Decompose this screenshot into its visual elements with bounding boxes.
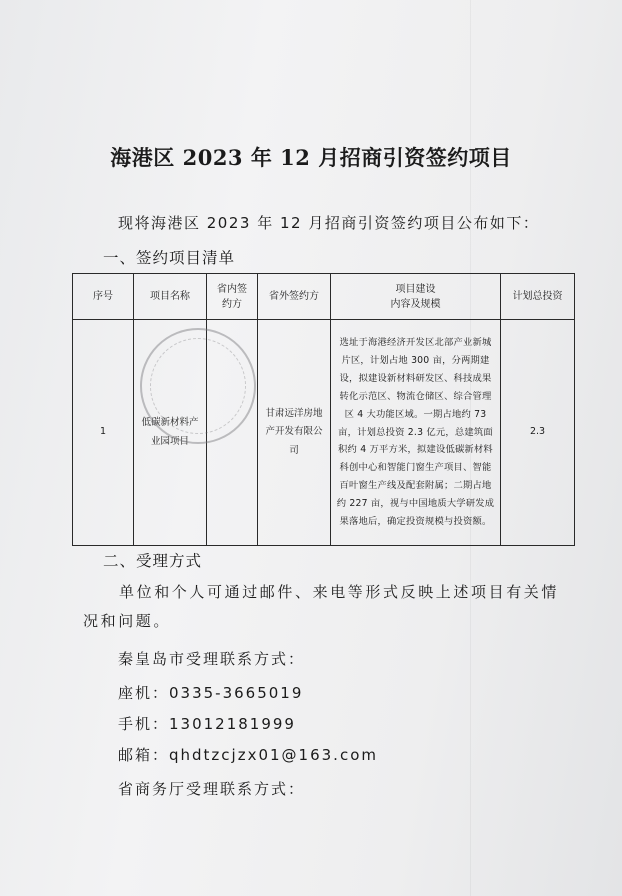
document-title: 海港区 2023 年 12 月招商引资签约项目: [110, 145, 512, 170]
table-row: [73, 320, 575, 546]
cell-investment: 2.3: [501, 320, 575, 546]
cell-desc: 选址于海港经济开发区北部产业新城片区，计划占地 300 亩，分两期建设，拟建设新材料研发区、科技成果转化示范区、物流仓储区、综合管理区 4 大功能区域。一期占地约 73 亩，计划总投资 2.3 亿元，总建筑面积约 4 万平方米，拟建设低碳新材料科创中心和智能门窗生产项目、智能百叶窗生产线及配套附属；二期占地约 227 亩，视与中国地质大学研发成果落地后，确定投资规模与投资额。: [331, 320, 501, 546]
header-out-province: 省外签约方: [258, 274, 331, 320]
header-name: 项目名称: [134, 274, 207, 320]
header-no: 序号: [73, 274, 134, 320]
section1-heading: 一、签约项目清单: [103, 249, 236, 267]
header-in-province: 省内签 约方: [207, 274, 258, 320]
section2-paragraph: 单位和个人可通过邮件、来电等形式反映上述项目有关情况和问题。: [83, 583, 560, 630]
header-desc: 项目建设 内容及规模: [331, 274, 501, 320]
contact-province-label: 省商务厅受理联系方式：: [118, 780, 306, 798]
header-investment: 计划总投资: [501, 274, 575, 320]
contact-city-label: 秦皇岛市受理联系方式：: [118, 650, 306, 668]
cell-name: 低碳新材料产业园项目: [134, 320, 207, 546]
landline-text: 座机：0335-3665019: [118, 684, 304, 702]
cell-in-province: [207, 320, 258, 546]
section2-heading: 二、受理方式: [103, 552, 203, 570]
cell-out-province: 甘肃远洋房地产开发有限公司: [258, 320, 331, 546]
intro-text: 现将海港区 2023 年 12 月招商引资签约项目公布如下：: [118, 214, 540, 232]
table-header-row: [73, 274, 575, 320]
project-table: [72, 273, 575, 546]
email-text: 邮箱：qhdtzcjzx01@163.com: [118, 746, 378, 764]
mobile-text: 手机：13012181999: [118, 715, 296, 733]
cell-no: 1: [73, 320, 134, 546]
